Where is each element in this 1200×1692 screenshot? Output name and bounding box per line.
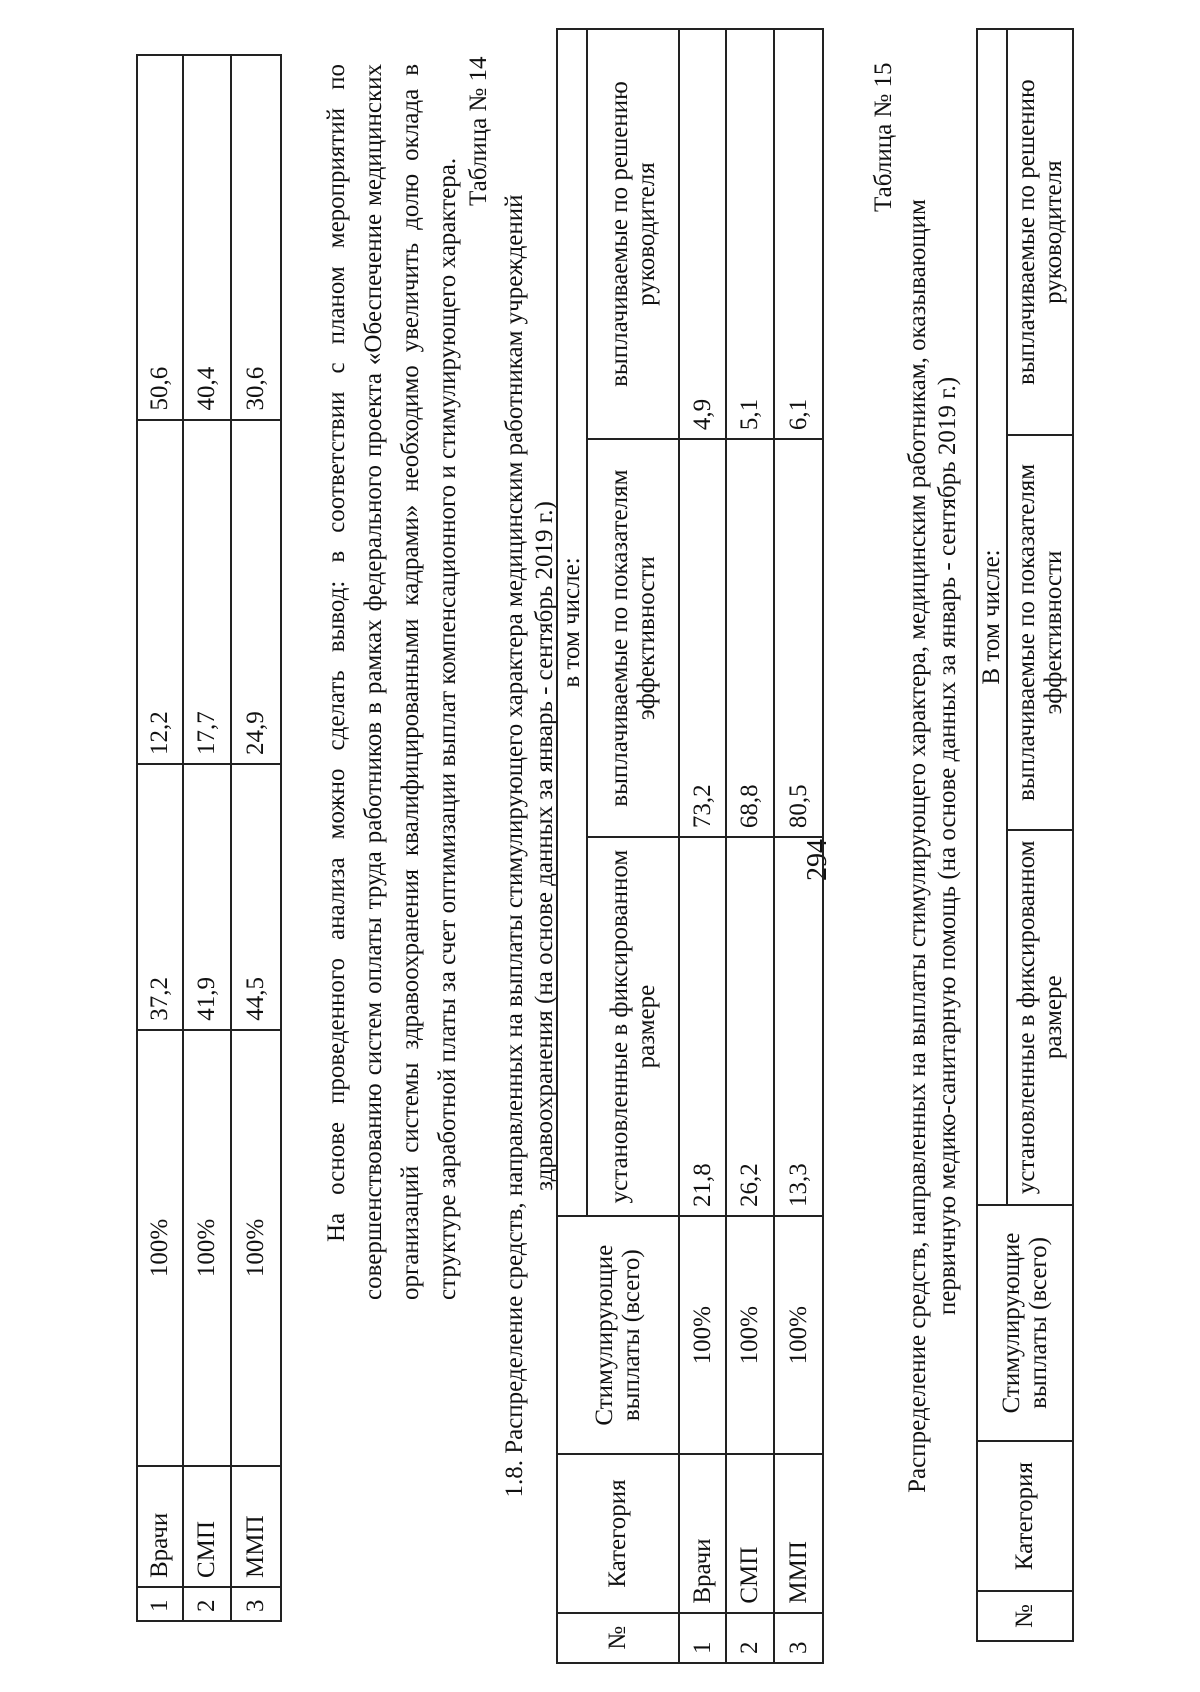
header-total: Стимулирующие выплаты (всего)	[977, 1205, 1073, 1441]
table-15	[976, 28, 1074, 1642]
header-total: Стимулирующие выплаты (всего)	[557, 1216, 679, 1454]
top-table	[136, 54, 282, 1622]
cell-perf: 17,7	[183, 420, 231, 765]
cell-mgr: 30,6	[231, 55, 281, 420]
cell-perf: 80,5	[774, 439, 823, 837]
cell-perf: 12,2	[137, 420, 183, 765]
table15-caption-line1: Распределение средств, направленных на выплаты стимулирующего характера, медицинским работникам, оказывающим	[904, 199, 931, 1493]
header-fixed: установленные в фиксированном размере	[587, 837, 679, 1216]
table-row	[679, 29, 726, 1663]
cell-category: ММП	[231, 1466, 281, 1587]
header-category: Категория	[977, 1441, 1073, 1591]
header-mgr: выплачиваемые по решению руководителя	[1007, 29, 1073, 435]
header-incl: В том числе:	[977, 29, 1007, 1205]
header-category: Категория	[557, 1454, 679, 1612]
cell-num: 1	[137, 1587, 183, 1621]
conclusion-paragraph	[318, 64, 466, 1300]
cell-num: 3	[231, 1587, 281, 1621]
cell-mgr: 6,1	[774, 29, 823, 439]
paragraph-text: На основе проведенного анализа можно сделать вывод: в соответствии с планом мероприятий по совершенствованию систем оплаты труда работников в рамках федерального проекта «Обеспечение медицинских организаций системы здравоохранения квалифицированными кадрами» необходимо увеличить долю оклада в структуре заработной платы за счет оптимизации выплат компенсационного и стимулирующего характера.	[323, 64, 461, 1300]
cell-fixed: 44,5	[231, 764, 281, 1030]
cell-perf: 73,2	[679, 439, 726, 837]
header-perf: выплачиваемые по показателям эффективности	[587, 439, 679, 837]
table-row	[774, 29, 823, 1663]
table-14	[556, 28, 824, 1664]
cell-fixed: 41,9	[183, 764, 231, 1030]
cell-num: 2	[726, 1613, 774, 1663]
table15-number: Таблица № 15	[870, 62, 897, 212]
page-number: 294	[802, 839, 833, 881]
table14-caption	[500, 30, 560, 1662]
cell-total: 100%	[137, 1030, 183, 1466]
cell-category: ММП	[774, 1454, 823, 1612]
cell-fixed: 21,8	[679, 837, 726, 1216]
header-num: №	[977, 1591, 1073, 1641]
cell-num: 2	[183, 1587, 231, 1621]
cell-mgr: 40,4	[183, 55, 231, 420]
cell-total: 100%	[231, 1030, 281, 1466]
cell-mgr: 4,9	[679, 29, 726, 439]
table14-header-row	[557, 29, 587, 1663]
cell-mgr: 50,6	[137, 55, 183, 420]
header-mgr: выплачиваемые по решению руководителя	[587, 29, 679, 439]
cell-total: 100%	[679, 1216, 726, 1454]
cell-category: СМП	[726, 1454, 774, 1612]
cell-category: СМП	[183, 1466, 231, 1587]
cell-category: Врачи	[137, 1466, 183, 1587]
table14-caption-line1: 1.8. Распределение средств, направленных на выплаты стимулирующего характера медицинским работникам учреждений	[501, 194, 528, 1498]
cell-category: Врачи	[679, 1454, 726, 1612]
cell-fixed: 13,3	[774, 837, 823, 1216]
cell-total: 100%	[726, 1216, 774, 1454]
header-perf: выплачиваемые по показателям эффективности	[1007, 435, 1073, 829]
table-row	[137, 55, 183, 1621]
cell-num: 1	[679, 1613, 726, 1663]
cell-total: 100%	[183, 1030, 231, 1466]
table14-caption-line2: здравоохранения (на основе данных за январь - сентябрь 2019 г.)	[531, 501, 558, 1191]
cell-num: 3	[774, 1613, 823, 1663]
table15-caption-line2: первичную медико-санитарную помощь (на основе данных за январь - сентябрь 2019 г.)	[934, 376, 961, 1316]
header-num: №	[557, 1613, 679, 1663]
header-incl: в том числе:	[557, 29, 587, 1216]
table15-header-row	[977, 29, 1007, 1641]
table-row	[231, 55, 281, 1621]
cell-perf: 68,8	[726, 439, 774, 837]
cell-perf: 24,9	[231, 420, 281, 765]
table-row	[726, 29, 774, 1663]
table14-number: Таблица № 14	[465, 56, 492, 206]
cell-fixed: 26,2	[726, 837, 774, 1216]
cell-total: 100%	[774, 1216, 823, 1454]
table15-caption	[903, 30, 963, 1662]
header-fixed: установленные в фиксированном размере	[1007, 830, 1073, 1205]
cell-fixed: 37,2	[137, 764, 183, 1030]
cell-mgr: 5,1	[726, 29, 774, 439]
table-row	[183, 55, 231, 1621]
